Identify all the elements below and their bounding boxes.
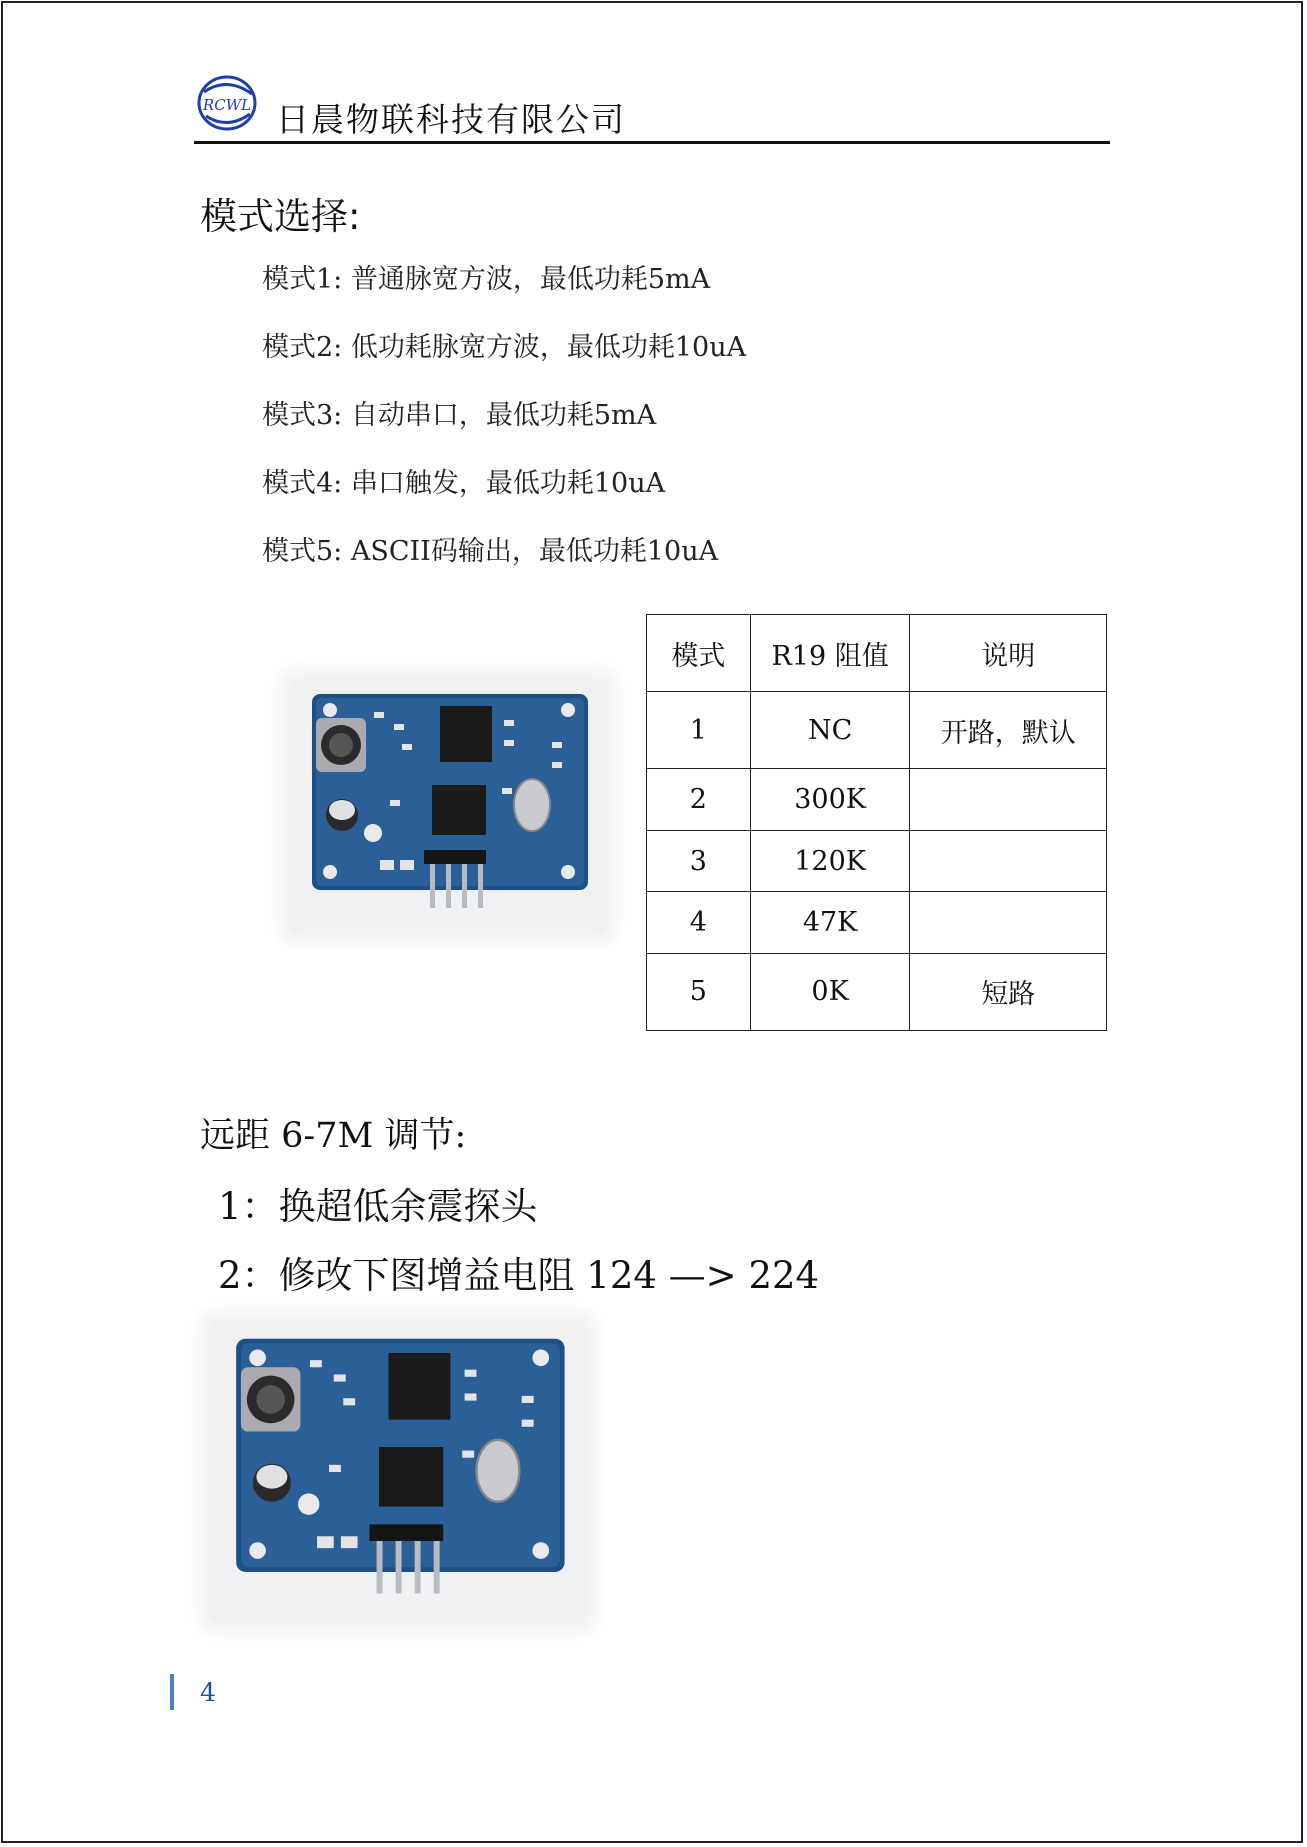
table-row <box>647 769 1107 831</box>
table-row <box>647 692 1107 769</box>
mode-item: 模式5: ASCII码输出，最低功耗10uA <box>262 536 719 567</box>
table-cell: 5 <box>647 953 751 1030</box>
table-cell: 开路，默认 <box>910 692 1107 769</box>
mode-list <box>262 258 746 598</box>
table-cell: 短路 <box>910 953 1107 1030</box>
mode-item: 模式4: 串口触发，最低功耗10uA <box>262 468 666 499</box>
table-row <box>647 830 1107 892</box>
table-cell: 3 <box>647 830 751 892</box>
mode-section-heading: 模式选择: <box>200 195 361 238</box>
table-cell: NC <box>750 692 910 769</box>
table-cell: 4 <box>647 892 751 954</box>
table-cell: 300K <box>750 769 910 831</box>
company-name: 日晨物联科技有限公司 <box>276 100 626 139</box>
logo-text: RCWL <box>202 96 252 114</box>
table-cell: 1 <box>647 692 751 769</box>
table-header-cell: 模式 <box>647 615 751 692</box>
table-header-row <box>647 615 1107 692</box>
page-number: 4 <box>200 1678 216 1707</box>
page-number-bar <box>170 1674 174 1710</box>
pcb-module-image <box>210 1322 586 1622</box>
table-cell <box>910 769 1107 831</box>
range-step: 2：修改下图增益电阻 124 —> 224 <box>218 1254 820 1297</box>
mode-resistor-table <box>646 614 1107 1031</box>
module-photo-bottom <box>210 1322 586 1622</box>
table-cell: 120K <box>750 830 910 892</box>
table-cell: 0K <box>750 953 910 1030</box>
table-cell <box>910 892 1107 954</box>
table-row <box>647 953 1107 1030</box>
table-header-cell: 说明 <box>910 615 1107 692</box>
table-cell: 2 <box>647 769 751 831</box>
range-step: 1：换超低余震探头 <box>218 1185 538 1228</box>
table-cell <box>910 830 1107 892</box>
mode-item: 模式2: 低功耗脉宽方波，最低功耗10uA <box>262 332 747 363</box>
module-photo-top <box>290 680 606 932</box>
page-header <box>196 72 1110 146</box>
table-row <box>647 892 1107 954</box>
range-section-heading: 远距 6-7M 调节: <box>200 1116 467 1156</box>
table-cell: 47K <box>750 892 910 954</box>
header-divider <box>194 141 1110 144</box>
pcb-module-image <box>290 680 606 932</box>
table-header-cell: R19 阻值 <box>750 615 910 692</box>
mode-item: 模式1: 普通脉宽方波，最低功耗5mA <box>262 264 711 295</box>
company-logo <box>196 72 258 134</box>
mode-item: 模式3: 自动串口，最低功耗5mA <box>262 400 657 431</box>
